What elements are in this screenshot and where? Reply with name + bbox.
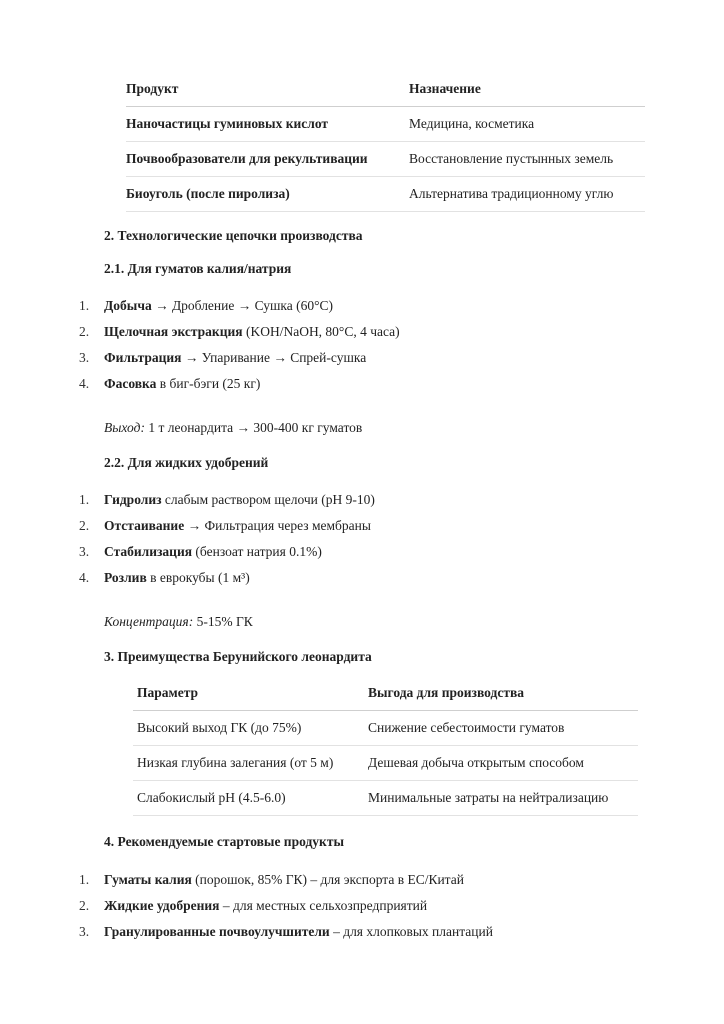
process-steps-list-liquid [0,487,375,591]
yield-note: Выход: 1 т леонардита → 300-400 кг гуматов [104,420,363,435]
products-table [126,72,645,212]
table-row [133,781,638,816]
table-row [126,142,645,177]
list-item: 3. Стабилизация (бензоат натрия 0.1%) [79,544,322,559]
table-header-row [126,72,645,107]
table-row [133,711,638,746]
list-item: 4. Фасовка в биг-бэги (25 кг) [79,376,261,391]
column-header-purpose: Назначение [409,72,645,107]
table-cell: Наночастицы гуминовых кислот [126,107,409,142]
list-item: 1. Гидролиз слабым раствором щелочи (pH 9-10) [79,492,375,507]
section-2-1-heading: 2.1. Для гуматов калия/натрия [104,261,292,276]
list-item: 3. Фильтрация → Упаривание → Спрей-сушка [79,350,367,365]
concentration-note: Концентрация: 5-15% ГК [104,614,253,629]
table-row [126,107,645,142]
list-item: 2. Щелочная экстракция (KOH/NaOH, 80°С, 4 часа) [79,324,400,339]
section-4-heading: 4. Рекомендуемые стартовые продукты [104,834,344,849]
section-2-2-heading: 2.2. Для жидких удобрений [104,455,269,470]
table-cell: Медицина, косметика [409,107,645,142]
table-cell: Минимальные затраты на нейтрализацию [368,781,638,816]
list-item: 2. Жидкие удобрения – для местных сельхозпредприятий [79,898,428,913]
table-cell: Слабокислый pH (4.5-6.0) [133,781,368,816]
list-item: 1. Добыча → Дробление → Сушка (60°С) [79,298,334,313]
table-cell: Почвообразователи для рекультивации [126,142,409,177]
list-item: 4. Розлив в еврокубы (1 м³) [79,570,250,585]
section-3-heading: 3. Преимущества Берунийского леонардита [104,649,372,664]
column-header-product: Продукт [126,72,409,107]
column-header-benefit: Выгода для производства [368,676,638,711]
column-header-parameter: Параметр [133,676,368,711]
table-cell: Альтернатива традиционному углю [409,177,645,212]
table-cell: Низкая глубина залегания (от 5 м) [133,746,368,781]
table-cell: Высокий выход ГК (до 75%) [133,711,368,746]
advantages-table [133,676,638,816]
list-item: 2. Отстаивание → Фильтрация через мембраны [79,518,371,533]
table-header-row [133,676,638,711]
table-row [133,746,638,781]
table-cell: Восстановление пустынных земель [409,142,645,177]
table-cell: Биоуголь (после пиролиза) [126,177,409,212]
table-row [126,177,645,212]
table-cell: Снижение себестоимости гуматов [368,711,638,746]
section-2-heading: 2. Технологические цепочки производства [104,228,363,243]
starter-products-list [0,867,493,945]
table-cell: Дешевая добыча открытым способом [368,746,638,781]
list-item: 1. Гуматы калия (порошок, 85% ГК) – для экспорта в ЕС/Китай [79,872,464,887]
list-item: 3. Гранулированные почвоулучшители – для хлопковых плантаций [79,924,493,939]
process-steps-list-potassium [0,293,400,397]
